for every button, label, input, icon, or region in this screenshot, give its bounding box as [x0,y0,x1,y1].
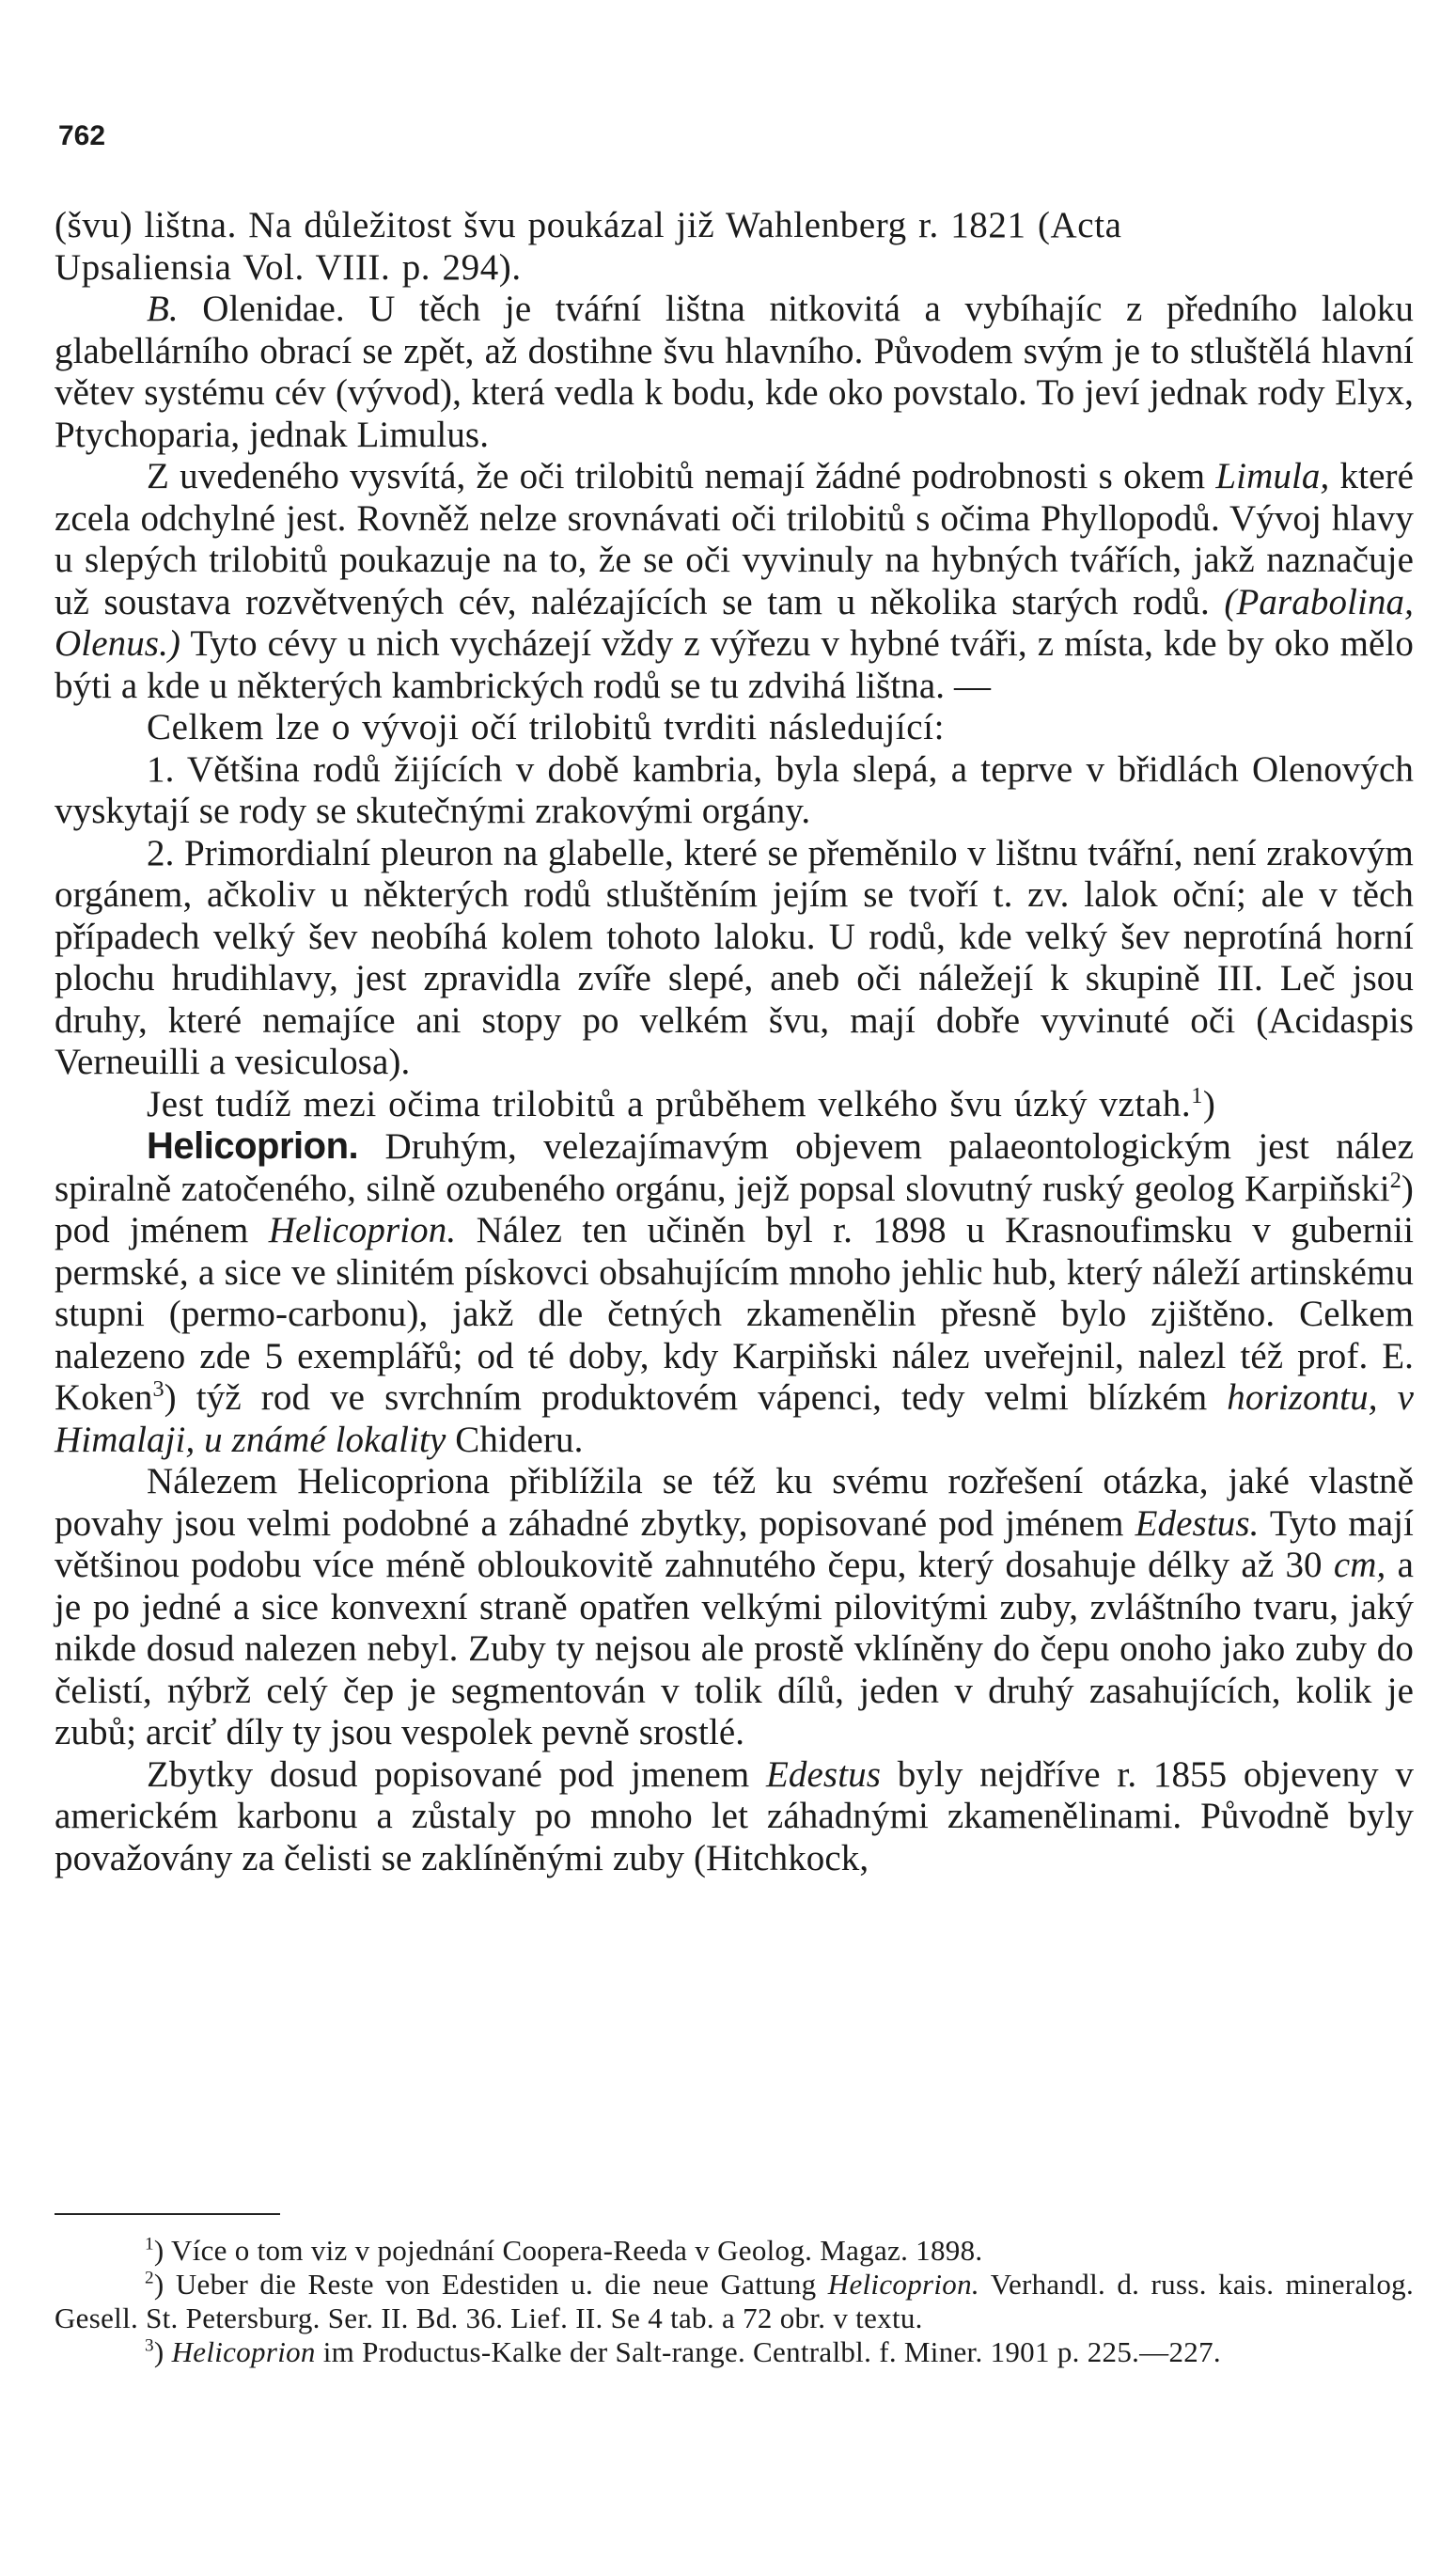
paragraph-helicoprion: Helicoprion. Druhým, velezajímavým objevem palaeontologickým jest nález spiralně zatočeného, silně ozubeného orgánu, jejž popsal slovutný ruský geolog Karpiňski$^2$) pod jménem Helicoprion. Nález ten učiněn byl r. 1898 u Krasnoufimsku v gubernii permské, a sice ve slinitém pískovci obsahujícím mnoho jehlic hub, který náleží artinskému stupni (permo-carbonu), jakž dle četných zkamenělin přesně bylo zjištěno. Celkem nalezeno zde 5 exemplářů; od té doby, kdy Karpiňski nález uveřejnil, nalezl též prof. E. Koken$^3$) týž rod ve svrchním produktovém vápenci, tedy velmi blízkém horizontu, v Himalaji, u známé lokality Chideru. [55,1125,1414,1460]
paragraph-summary-intro [55,707,1414,749]
text-span: Celkem lze o vývoji očí trilobitů tvrditi následující: [147,707,946,747]
text-span: Nálezem Helicopriona přiblížila se též ku svému rozřešení otázka, jaké vlastně povahy jsou velmi podobné a záhadné zbytky, popisované pod jménem [55,1461,1414,1544]
page-number: 762 [58,120,106,151]
text-span: 2. Primordialní pleuron na glabelle, které se přeměnilo v lištnu tvářní, není zrakovým orgánem, ačkoliv u některých rodů stluštěním jejím se tvoří t. zv. lalok oční; ale v těch případech velký šev neobíhá kolem tohoto laloku. U rodů, kde velký šev neprotíná horní plochu hrudihlavy, jest zpravidla zvíře slepé, aneb oči náležejí k skupině III. Leč jsou druhy, které nemajíce ani stopy po velkém švu, mají dobře vyvinuté oči (Acidaspis Verneuilli a vesiculosa). [55,832,1414,1082]
footnote-mark-1: 1 [145,2234,154,2255]
footnote-ref-1[interactable]: 1 [1191,1082,1203,1108]
text-span: Druhým, velezajímavým objevem palaeontologickým jest nález spiralně zatočeného, silně ozubeného orgánu, jejž popsal slovutný ruský geolog Karpiňski [55,1126,1414,1209]
paragraph-relation: Jest tudíž mezi očima trilobitů a průběhem velkého švu úzký vztah.$^1$) [147,1082,1216,1124]
line-1: (švu) lištna. Na důležitost švu poukázal již Wahlenberg r. 1821 (Acta [55,205,1122,245]
text-span: pod jménem [55,1210,269,1250]
footnote-2: $^2$) Ueber die Reste von Edestiden u. die neue Gattung Helicoprion. Verhandl. d. russ. kais. mineralog. Gesell. St. Petersburg. Ser. II. Bd. 36. Lief. II. Se 4 tab. a 72 obr. v textu. [55,2268,1414,2334]
footnote-1: $^1$) Více o tom viz v pojednání Coopera-Reeda v Geolog. Magaz. 1898. [145,2234,983,2267]
text-span: a je po jedné a sice konvexní straně opatřen velkými pilovitými zuby, zvláštního tvaru, jaký nikde dosud nalezen nebyl. Zuby ty nejsou ale prostě vklíněny do čepu onoho jako zuby do čelistí, nýbrž celý čep je segmentován v tolik dílů, jeden v druhý zasahujících, kolik je zubů; arciť díly ty jsou vespolek pevně srostlé. [55,1545,1415,1752]
main-text [55,205,1414,1879]
text-span: týž rod ve svrchním produktovém vápenci, tedy velmi blízkém [176,1377,1228,1418]
footnote-text: Více o tom viz v pojednání Coopera-Reeda v Geolog. Magaz. 1898. [164,2234,983,2267]
footnote-3: $^3$) Helicoprion im Productus-Kalke der Salt-range. Centralbl. f. Miner. 1901 p. 225.—227. [145,2335,1221,2368]
italic-cm: cm, [1333,1545,1386,1585]
footnote-text: Verhandl. d. russ. kais. mineralog. Gesell. St. Petersburg. Ser. II. Bd. 36. Lief. II. Se 4 tab. a 72 obr. v textu. [55,2268,1414,2334]
paragraph-point-1 [55,749,1414,833]
italic-helicoprion: Helicoprion [171,2335,316,2368]
text-span: byly nejdříve r. 1855 objeveny v americkém karbonu a zůstaly po mnoho let záhadnými zkamenělinami. Původně byly považovány za čelisti se zaklíněnými zuby (Hitchkock, [55,1753,1414,1878]
olenidae-text: Olenidae. U těch je tváŕní lištna nitkovitá a vybíhajíc z předního laloku glabellárního obrací se zpět, až dostihne švu hlavního. Původem svým je to stluštělá hlavní větev systému cév (vývod), která vedla k bodu, kde oko povstalo. To jeví jednak rody Elyx, Ptychoparia, jednak Limulus. [55,289,1414,455]
footnote-mark-3: 3 [145,2335,154,2356]
footnote-separator [55,2213,280,2215]
text-span: Jest tudíž mezi očima trilobitů a průběhem velkého švu úzký vztah. [147,1083,1192,1124]
paragraph-edestus [55,1461,1414,1754]
italic-helicoprion: Helicoprion. [268,1210,457,1250]
paragraph-remains [55,1754,1414,1880]
text-span: které zcela odchylné jest. Rovněž nelze srovnávati oči trilobitů s očima Phyllopodů. Vývoj hlavy u slepých trilobitů poukazuje na to, že se oči vyvinuly na hybných tvářích, jakž naznačuje už soustava rozvětvených cév, nalézajících se tam u několika starých rodů. [55,456,1414,622]
italic-genera: (Parabolina, Olenus.) [55,581,1414,664]
text-span: Tyto cévy u nich vycházejí vždy z výřezu v hybné tváři, z místa, kde by oko mělo býti a kde u některých kambrických rodů se tu zdvihá lištna. — [55,623,1414,706]
text-span: Nález ten učiněn byl r. 1898 u Krasnoufimsku v gubernii permské, a sice ve slinitém pískovci obsahujícím mnoho jehlic hub, který náleží artinskému stupni (permo-carbonu), jakž dle četných zkamenělin přesně bylo zjištěno. Celkem nalezeno zde 5 exemplářů; od té doby, kdy Karpiňski nález uveřejnil, nalezl též prof. E. Koken [55,1210,1414,1418]
footnote-mark-2: 2 [145,2268,154,2288]
italic-edestus: Edestus. [1135,1502,1260,1544]
text-span: 1. Většina rodů žijících v době kambria, byla slepá, a teprve v břidlách Olenových vyskytají se rody se skutečnými zrakovými orgány. [55,748,1414,831]
footnotes [55,2213,1414,2369]
italic-edestus-2: Edestus [766,1753,882,1795]
paragraph-olenidae [55,289,1414,456]
line-2: Upsaliensia Vol. VIII. p. 294). [55,246,522,288]
text-span: Tyto mají většinou podobu více méně obloukovitě zahnutého čepu, který dosahuje délky až 30 [55,1502,1414,1585]
paragraph-point-2 [55,833,1414,1084]
section-letter: B. [147,289,179,329]
italic-horizon: horizontu, v Himalaji, u známé lokality [55,1377,1414,1460]
text-span: Z uvedeného vysvítá, že oči trilobitů nemají žádné podrobnosti s okem [147,456,1216,496]
paragraph-conclusion [55,456,1414,707]
footnote-ref-2[interactable]: 2 [1389,1167,1401,1193]
footnote-text: Ueber die Reste von Edestiden u. die neue Gattung [164,2268,828,2301]
text-span: Zbytky dosud popisované pod jmenem [147,1753,766,1795]
italic-limula: Limula, [1215,456,1330,496]
footnote-text: im Productus-Kalke der Salt-range. Centralbl. f. Miner. 1901 p. 225.—227. [315,2335,1221,2368]
text-span: Chideru. [446,1419,584,1460]
italic-helicoprion: Helicoprion. [827,2268,979,2301]
paragraph-1 [55,205,1414,289]
footnote-ref-3[interactable]: 3 [152,1376,164,1402]
section-heading-helicoprion: Helicoprion. [147,1125,359,1167]
